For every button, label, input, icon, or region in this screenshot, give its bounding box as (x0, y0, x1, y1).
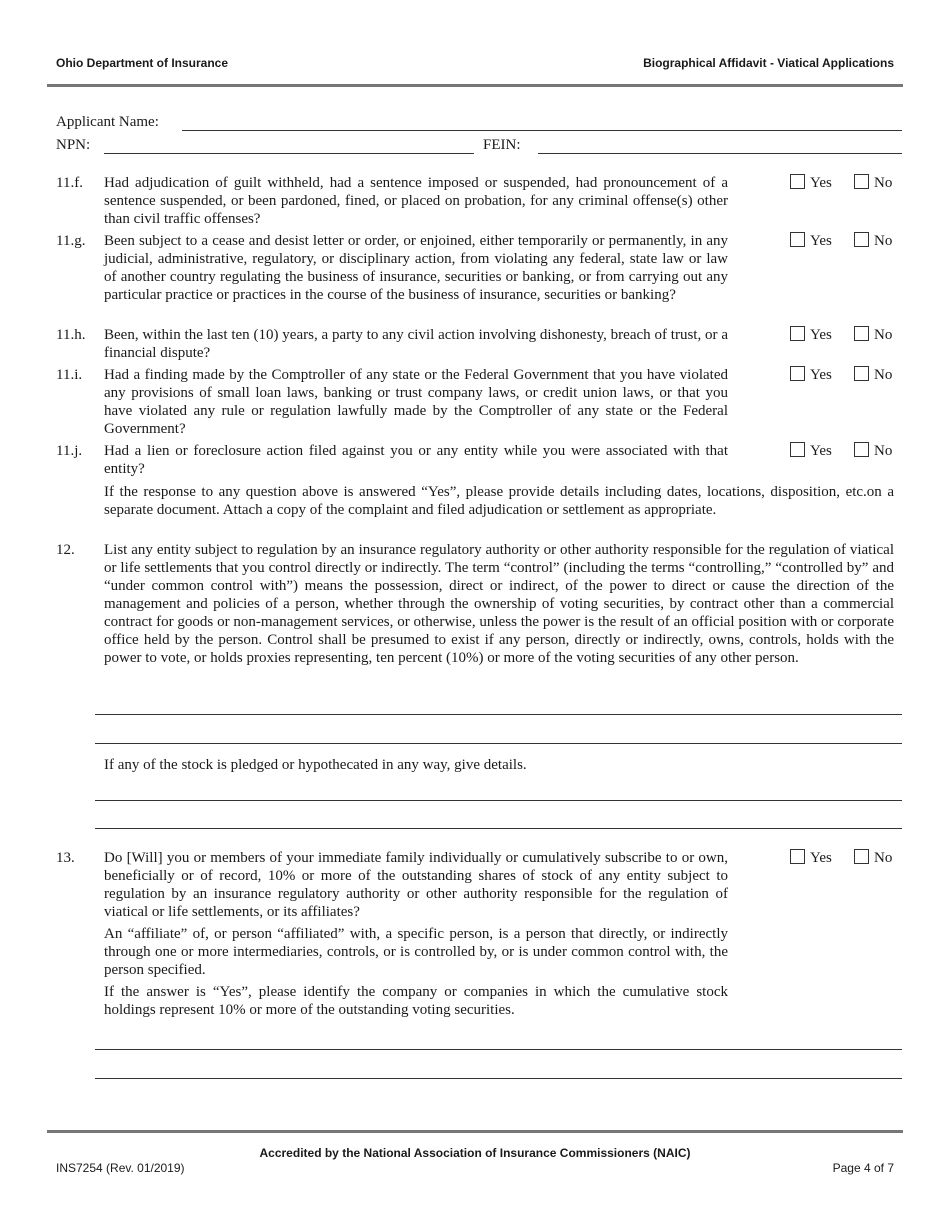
fein-label: FEIN: (483, 137, 521, 153)
yes-option[interactable]: Yes (790, 442, 832, 460)
footer-page-number: Page 4 of 7 (832, 1161, 894, 1175)
question-text: Do [Will] you or members of your immediate family individually or cumulatively subscribe to or own, beneficially or of record, 10% or more of the outstanding shares of stock of any entity subject to regulation by an insurance regulatory authority or other authority responsible for the regulation of viatical or life settlements, or its affiliates? (104, 850, 728, 920)
question-text: List any entity subject to regulation by an insurance regulatory authority or other authority responsible for the regulation of viatical or life settlements that you control directly or indirectly. The term “control” (including the terms “controlling,” “controlled by” and “under common control with”) means the possession, direct or indirect, of the power to direct or cause the direction of the management and policies of a person, whether through the ownership of voting securities, by contract other than a commercial contract for goods or non-management services, or otherwise, unless the power is the result of an official position with or corporate office held by the person. Control shall be presumed to exist if any person, directly or indirectly, owns, controls, holds with the power to vote, or holds proxies representing, ten percent (10%) or more of the voting securities of any other person. (104, 542, 894, 666)
footer-accreditation: Accredited by the National Association of Insurance Commissioners (NAIC) (259, 1146, 691, 1160)
header-form-title: Biographical Affidavit - Viatical Applications (643, 56, 894, 70)
yes-no-group (790, 442, 900, 460)
no-option[interactable]: No (854, 442, 892, 460)
npn-label: NPN: (56, 137, 91, 153)
applicant-name-field[interactable] (182, 130, 902, 131)
question-number: 13. (56, 850, 75, 866)
yes-option[interactable]: Yes (790, 174, 832, 192)
no-option[interactable]: No (854, 849, 892, 867)
no-checkbox[interactable] (854, 232, 869, 247)
question-text: Been, within the last ten (10) years, a party to any civil action involving dishonesty, breach of trust, or a financial dispute? (104, 327, 728, 361)
footer-form-id: INS7254 (Rev. 01/2019) (56, 1161, 185, 1175)
q11-details-note: If the response to any question above is answered “Yes”, please provide details including dates, locations, disposition, etc.on a separate document. Attach a copy of the complaint and filed adjudication or settlement as appropriate. (104, 484, 894, 518)
yes-checkbox[interactable] (790, 174, 805, 189)
q13-answer-line-1[interactable] (95, 1049, 902, 1050)
no-checkbox[interactable] (854, 849, 869, 864)
header-rule (47, 84, 903, 87)
yes-no-group (790, 174, 900, 192)
q13-affiliate-definition: An “affiliate” of, or person “affiliated” with, a specific person, is a person that directly, or indirectly through one or more intermediaries, controls, or is controlled by, or is under common control with, the person specified. (104, 926, 728, 978)
q12-answer-line-1[interactable] (95, 714, 902, 715)
npn-field[interactable] (104, 153, 474, 154)
no-option[interactable]: No (854, 232, 892, 250)
no-checkbox[interactable] (854, 366, 869, 381)
question-number: 11.f. (56, 175, 83, 191)
q13-identify-prompt: If the answer is “Yes”, please identify the company or companies in which the cumulative stock holdings represent 10% or more of the outstanding voting securities. (104, 984, 728, 1018)
yes-checkbox[interactable] (790, 366, 805, 381)
no-option[interactable]: No (854, 366, 892, 384)
question-number: 11.g. (56, 233, 86, 249)
fein-field[interactable] (538, 153, 902, 154)
yes-option[interactable]: Yes (790, 366, 832, 384)
question-text: Had adjudication of guilt withheld, had a sentence imposed or suspended, had pronouncement of a sentence suspended, or been pardoned, fined, or placed on probation, for any criminal offense(s) other than civil traffic offenses? (104, 175, 728, 227)
applicant-name-label: Applicant Name: (56, 114, 159, 130)
footer-rule (47, 1130, 903, 1133)
yes-no-group (790, 849, 900, 867)
no-option[interactable]: No (854, 326, 892, 344)
question-number: 12. (56, 542, 75, 558)
question-number: 11.i. (56, 367, 83, 383)
no-option[interactable]: No (854, 174, 892, 192)
no-checkbox[interactable] (854, 174, 869, 189)
yes-option[interactable]: Yes (790, 326, 832, 344)
no-checkbox[interactable] (854, 326, 869, 341)
question-text: Had a finding made by the Comptroller of any state or the Federal Government that you have violated any provisions of small loan laws, banking or trust company laws, or credit union laws, or that you have violated any rule or regulation lawfully made by the Comptroller of any state or the Federal Government? (104, 367, 728, 437)
yes-checkbox[interactable] (790, 442, 805, 457)
yes-no-group (790, 326, 900, 344)
yes-no-group (790, 366, 900, 384)
question-number: 11.j. (56, 443, 83, 459)
no-checkbox[interactable] (854, 442, 869, 457)
yes-no-group (790, 232, 900, 250)
yes-checkbox[interactable] (790, 326, 805, 341)
question-text: Had a lien or foreclosure action filed against you or any entity while you were associated with that entity? (104, 443, 728, 477)
header-department: Ohio Department of Insurance (56, 56, 229, 70)
yes-checkbox[interactable] (790, 232, 805, 247)
pledge-answer-line-1[interactable] (95, 800, 902, 801)
q12-pledge-prompt: If any of the stock is pledged or hypothecated in any way, give details. (104, 757, 527, 773)
question-number: 11.h. (56, 327, 86, 343)
yes-checkbox[interactable] (790, 849, 805, 864)
yes-option[interactable]: Yes (790, 849, 832, 867)
q13-answer-line-2[interactable] (95, 1078, 902, 1079)
yes-option[interactable]: Yes (790, 232, 832, 250)
pledge-answer-line-2[interactable] (95, 828, 902, 829)
question-text: Been subject to a cease and desist letter or order, or enjoined, either temporarily or permanently, in any judicial, administrative, regulatory, or disciplinary action, from violating any federal, state law or law of another country regulating the business of insurance, securities or banking, or from carrying out any particular practice or practices in the course of the business of insurance, securities or banking? (104, 233, 728, 303)
q12-answer-line-2[interactable] (95, 743, 902, 744)
